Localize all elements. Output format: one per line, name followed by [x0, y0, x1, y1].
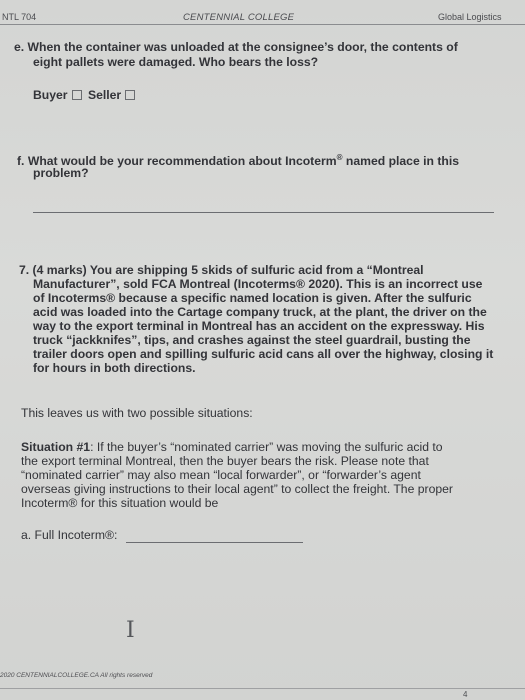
situation-1-line3: “nominated carrier” may also mean “local forwarder”, or “forwarder’s agent: [21, 468, 421, 482]
situation-1-line4: overseas giving instructions to their local agent” to collect the freight. The proper: [21, 482, 453, 496]
q7-line-2: Manufacturer”, sold FCA Montreal (Incoterms® 2020). This is an incorrect use: [33, 277, 483, 291]
question-e-line1: e. When the container was unloaded at the consignee’s door, the contents of: [14, 40, 458, 54]
course-code: NTL 704: [2, 12, 37, 22]
copyright-footer: 2020 CENTENNIALCOLLEGE.CA All rights reserved: [0, 672, 153, 679]
seller-label: Seller: [87, 88, 122, 102]
buyer-label: Buyer: [33, 88, 68, 102]
text-cursor-icon: I: [126, 618, 135, 643]
seller-checkbox[interactable]: [125, 90, 135, 100]
full-incoterm-label: a. Full Incoterm®:: [21, 528, 118, 542]
header-divider: [0, 24, 525, 25]
buyer-seller-options: [33, 88, 138, 103]
q7-line-1: 7. (4 marks) You are shipping 5 skids of sulfuric acid from a “Montreal: [19, 263, 424, 277]
question-f-line2: problem?: [33, 166, 89, 180]
question-f-line1: f. What would be your recommendation about Incoterm® named place in this: [17, 153, 460, 168]
situation-1-line1: Situation #1: If the buyer’s “nominated carrier” was moving the sulfuric acid to: [21, 440, 443, 454]
situations-intro: This leaves us with two possible situations:: [21, 406, 253, 420]
q7-line-6: truck “jackknifes”, tips, and crashes against the steel guardrail, busting the: [33, 333, 471, 347]
page-number: 4: [463, 690, 468, 699]
buyer-checkbox[interactable]: [72, 90, 82, 100]
q7-line-7: trailer doors open and spilling sulfuric acid cans all over the highway, closing it: [33, 347, 494, 361]
answer-line-f[interactable]: [33, 212, 494, 213]
full-incoterm-answer-line[interactable]: [126, 542, 303, 543]
situation-1-label: Situation #1: [21, 440, 91, 454]
situation-1-line5: Incoterm® for this situation would be: [21, 496, 219, 510]
footer-divider: [0, 688, 525, 689]
situation-1-line2: the export terminal Montreal, then the buyer bears the risk. Please note that: [21, 454, 429, 468]
q7-line-3: of Incoterms® because a specific named location is given. After the sulfuric: [33, 291, 472, 305]
college-name: CENTENNIAL COLLEGE: [183, 12, 295, 23]
question-e-line2: eight pallets were damaged. Who bears the loss?: [33, 55, 319, 69]
q7-line-8: for hours in both directions.: [33, 361, 196, 375]
q7-line-4: acid was loaded into the Cartage company truck, at the plant, the driver on the: [33, 305, 487, 319]
q7-line-5: way to the export terminal in Montreal has an accident on the expressway. His: [33, 319, 485, 333]
course-title: Global Logistics: [438, 12, 502, 22]
